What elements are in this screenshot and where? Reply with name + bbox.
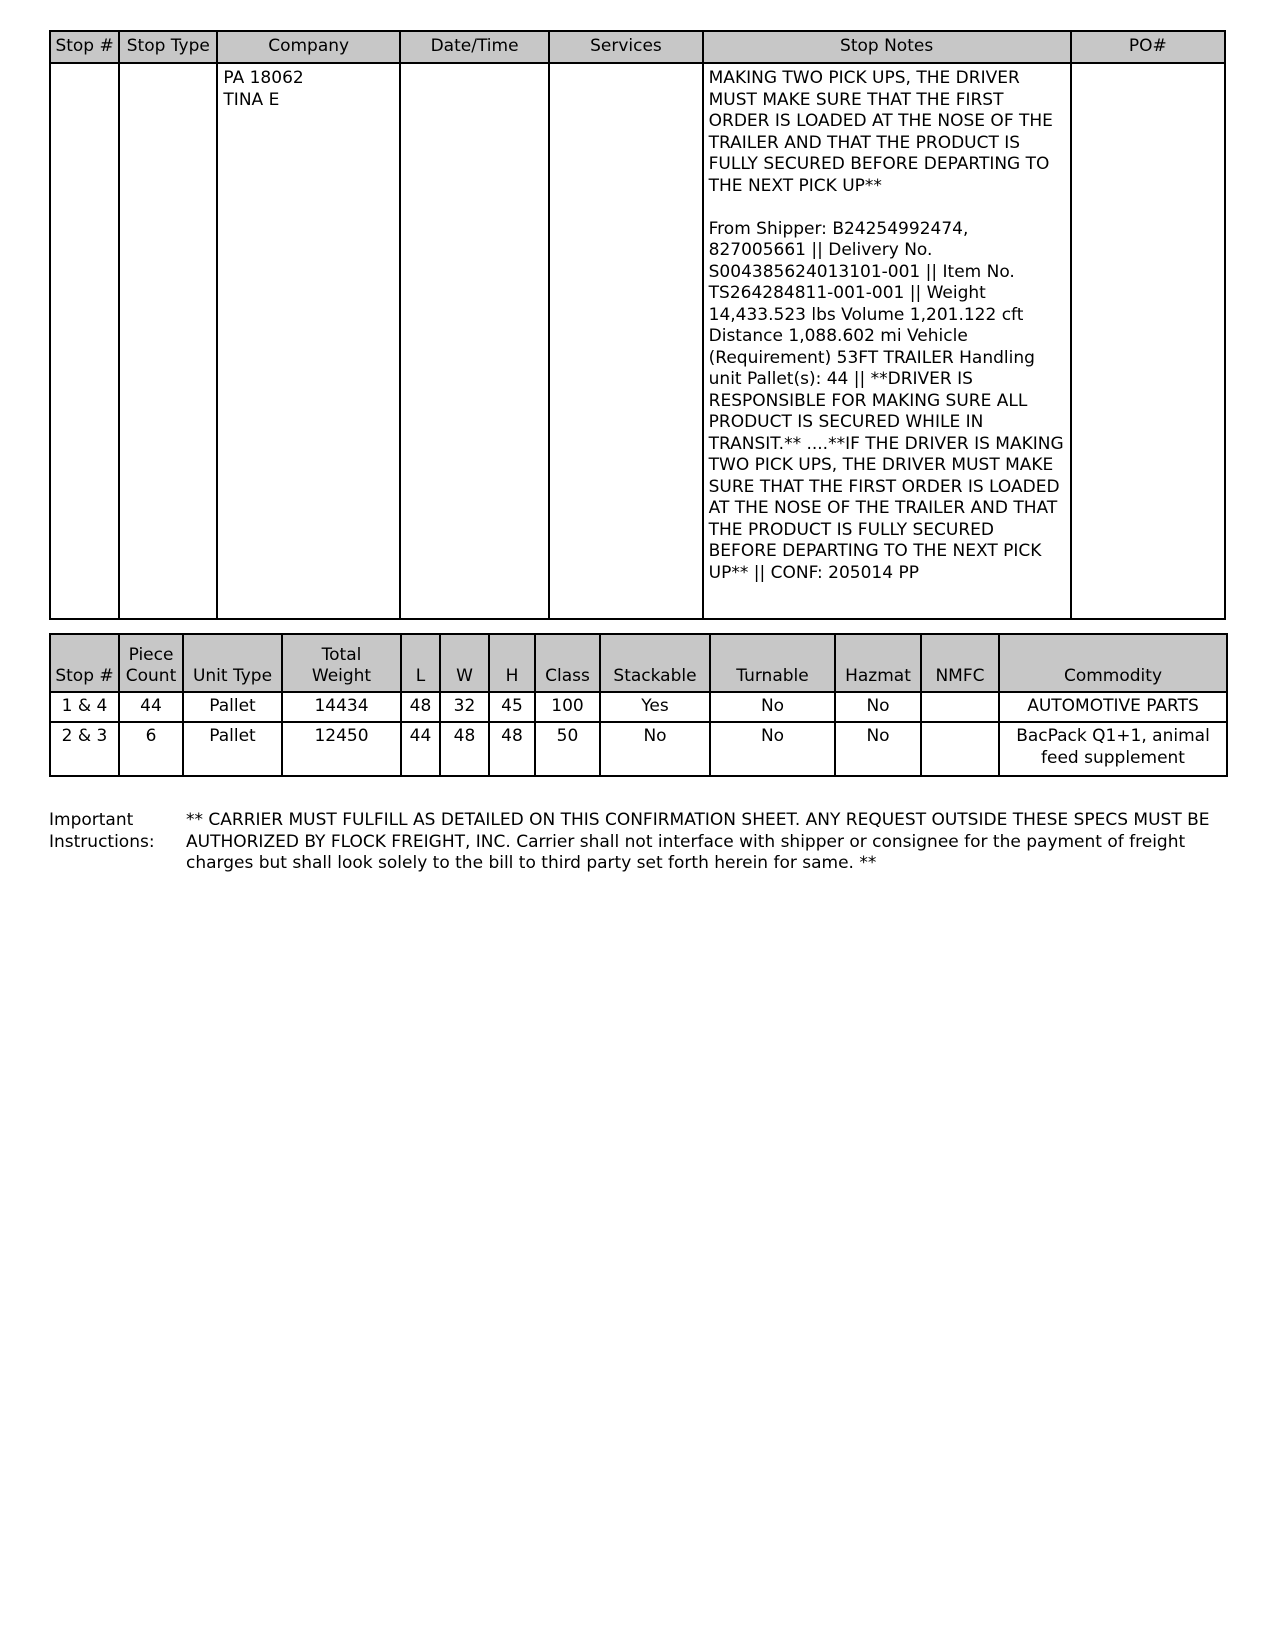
header-stop: Stop # (50, 634, 119, 692)
width-cell: 48 (440, 722, 489, 776)
header-unit-type: Unit Type (183, 634, 282, 692)
nmfc-cell (921, 692, 999, 722)
table-row (50, 63, 1225, 619)
turnable-cell: No (710, 722, 835, 776)
instructions-label (49, 810, 179, 853)
class-cell: 100 (535, 692, 600, 722)
header-length: L (401, 634, 440, 692)
header-company: Company (217, 31, 399, 63)
header-total-weight-line1: Total (321, 645, 362, 665)
header-stop-number: Stop # (50, 31, 119, 63)
nmfc-cell (921, 722, 999, 776)
services-cell (549, 63, 702, 619)
items-header-row (50, 634, 1227, 692)
total-weight-cell: 14434 (282, 692, 401, 722)
table-row (50, 722, 1227, 776)
header-total-weight (282, 634, 401, 692)
header-width: W (440, 634, 489, 692)
stop-cell: 2 & 3 (50, 722, 119, 776)
header-class: Class (535, 634, 600, 692)
company-cell: PA 18062 TINA E (217, 63, 399, 619)
header-services: Services (549, 31, 702, 63)
po-number-cell (1071, 63, 1225, 619)
header-piece-count-line1: Piece (128, 645, 174, 665)
stop-cell: 1 & 4 (50, 692, 119, 722)
header-stop-type: Stop Type (119, 31, 217, 63)
instructions-label-line2: Instructions: (49, 831, 155, 852)
unit-type-cell: Pallet (183, 722, 282, 776)
unit-type-cell: Pallet (183, 692, 282, 722)
stackable-cell: Yes (600, 692, 710, 722)
stops-header-row (50, 31, 1225, 63)
header-piece-count (119, 634, 183, 692)
commodity-cell: BacPack Q1+1, animal feed supplement (999, 722, 1227, 776)
instructions-label-line1: Important (49, 810, 134, 830)
height-cell: 48 (489, 722, 535, 776)
header-height: H (489, 634, 535, 692)
hazmat-cell: No (835, 692, 921, 722)
header-total-weight-line2: Weight (311, 666, 372, 686)
table-row (50, 692, 1227, 722)
height-cell: 45 (489, 692, 535, 722)
turnable-cell: No (710, 692, 835, 722)
length-cell: 44 (401, 722, 440, 776)
header-date-time: Date/Time (400, 31, 549, 63)
piece-count-cell: 6 (119, 722, 183, 776)
header-stackable: Stackable (600, 634, 710, 692)
commodity-cell: AUTOMOTIVE PARTS (999, 692, 1227, 722)
header-hazmat: Hazmat (835, 634, 921, 692)
stop-number-cell (50, 63, 119, 619)
header-nmfc: NMFC (921, 634, 999, 692)
length-cell: 48 (401, 692, 440, 722)
class-cell: 50 (535, 722, 600, 776)
width-cell: 32 (440, 692, 489, 722)
items-table (49, 633, 1228, 777)
header-commodity: Commodity (999, 634, 1227, 692)
stop-type-cell (119, 63, 217, 619)
hazmat-cell: No (835, 722, 921, 776)
total-weight-cell: 12450 (282, 722, 401, 776)
header-stop-notes: Stop Notes (703, 31, 1071, 63)
stops-table (49, 30, 1226, 620)
stackable-cell: No (600, 722, 710, 776)
date-time-cell (400, 63, 549, 619)
piece-count-cell: 44 (119, 692, 183, 722)
stop-notes-cell: MAKING TWO PICK UPS, THE DRIVER MUST MAKE SURE THAT THE FIRST ORDER IS LOADED AT THE NOSE OF THE TRAILER AND THAT THE PRODUCT IS FULLY SECURED BEFORE DEPARTING TO THE NEXT PICK UP** From Shipper: B24254992474, 827005661 || Delivery No. S004385624013101-001 || Item No. TS264284811-001-001 || Weight 14,433.523 lbs Volume 1,201.122 cft Distance 1,088.602 mi Vehicle (Requirement) 53FT TRAILER Handling unit Pallet(s): 44 || **DRIVER IS RESPONSIBLE FOR MAKING SURE ALL PRODUCT IS SECURED WHILE IN TRANSIT.** ....**IF THE DRIVER IS MAKING TWO PICK UPS, THE DRIVER MUST MAKE SURE THAT THE FIRST ORDER IS LOADED AT THE NOSE OF THE TRAILER AND THAT THE PRODUCT IS FULLY SECURED BEFORE DEPARTING TO THE NEXT PICK UP** || CONF: 205014 PP (703, 63, 1071, 619)
header-turnable: Turnable (710, 634, 835, 692)
instructions-text: ** CARRIER MUST FULFILL AS DETAILED ON THIS CONFIRMATION SHEET. ANY REQUEST OUTSIDE THESE SPECS MUST BE AUTHORIZED BY FLOCK FREIGHT, INC. Carrier shall not interface with shipper or consignee for the payment of freight charges but shall look solely to the bill to third party set forth herein for same. ** (186, 810, 1210, 873)
header-piece-count-line2: Count (125, 666, 177, 686)
header-po-number: PO# (1071, 31, 1225, 63)
